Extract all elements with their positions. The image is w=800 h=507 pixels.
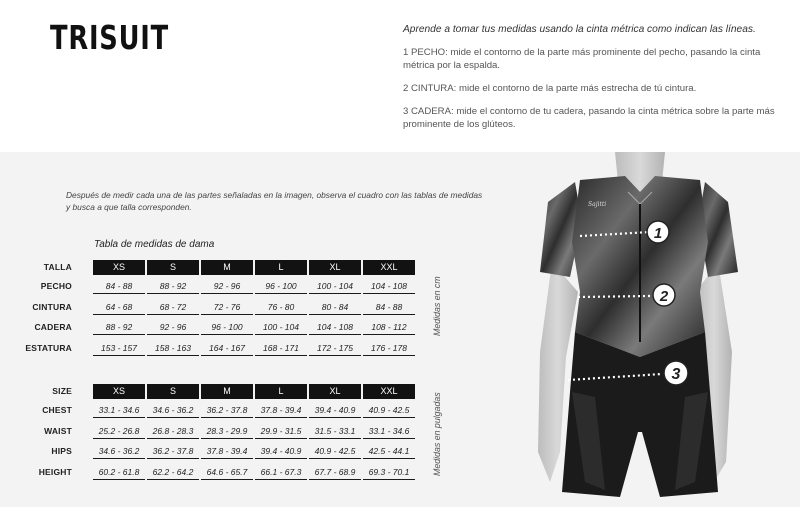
inch-table-size-header: XL	[309, 384, 361, 399]
cm-table-row-label: ESTATURA	[25, 343, 72, 353]
waist-measure-line	[578, 296, 650, 297]
inch-table-value-cell: 29.9 - 31.5	[255, 424, 307, 439]
inch-table-size-header: M	[201, 384, 253, 399]
table-title: Tabla de medidas de dama	[94, 239, 215, 250]
cm-table-value-cell: 100 - 104	[255, 320, 307, 335]
cm-table-value-cell: 72 - 76	[201, 300, 253, 315]
cm-table-row-label: CADERA	[34, 322, 72, 332]
cm-table-size-header: XL	[309, 260, 361, 275]
instruction-waist: 2 CINTURA: mide el contorno de la parte más estrecha de tú cintura.	[403, 83, 697, 94]
inch-table-row-label: HIPS	[51, 446, 72, 456]
brand-mark: Sajitti	[588, 201, 607, 208]
inch-table-size-header: XXL	[363, 384, 415, 399]
inch-table-header-label: SIZE	[52, 386, 72, 396]
page-title: TRISUIT	[50, 18, 169, 57]
cm-table-header-label: TALLA	[43, 262, 72, 272]
trisuit-figure	[500, 152, 800, 507]
marker-3	[664, 361, 688, 385]
cm-table-value-cell: 164 - 167	[201, 341, 253, 356]
inch-table-value-cell: 31.5 - 33.1	[309, 424, 361, 439]
cm-table-value-cell: 88 - 92	[93, 320, 145, 335]
cm-table-value-cell: 108 - 112	[363, 320, 415, 335]
inch-table-row-label: WAIST	[44, 426, 72, 436]
inch-table-value-cell: 39.4 - 40.9	[255, 444, 307, 459]
cm-table-value-cell: 64 - 68	[93, 300, 145, 315]
inch-table-value-cell: 64.6 - 65.7	[201, 465, 253, 480]
cm-table-size-header: XXL	[363, 260, 415, 275]
marker-2	[653, 284, 675, 306]
cm-table-value-cell: 96 - 100	[201, 320, 253, 335]
cm-table-value-cell: 68 - 72	[147, 300, 199, 315]
inch-table-size-header: S	[147, 384, 199, 399]
size-note: Después de medir cada una de las partes señaladas en la imagen, observa el cuadro con las tablas de medidas y busca a que talla corresponden.	[66, 190, 483, 212]
cm-table-size-header: M	[201, 260, 253, 275]
inch-table-value-cell: 60.2 - 61.8	[93, 465, 145, 480]
inch-table-value-cell: 40.9 - 42.5	[309, 444, 361, 459]
instruction-chest: 1 PECHO: mide el contorno de la parte más prominente del pecho, pasando la cinta métrica por la espalda.	[403, 47, 761, 71]
cm-table-value-cell: 84 - 88	[363, 300, 415, 315]
cm-table-value-cell: 176 - 178	[363, 341, 415, 356]
inch-table-value-cell: 26.8 - 28.3	[147, 424, 199, 439]
inch-table-value-cell: 66.1 - 67.3	[255, 465, 307, 480]
inch-table-value-cell: 39.4 - 40.9	[309, 403, 361, 418]
inch-table-value-cell: 37.8 - 39.4	[255, 403, 307, 418]
cm-table-value-cell: 153 - 157	[93, 341, 145, 356]
marker-2-label: 2	[659, 288, 669, 305]
inch-table-value-cell: 40.9 - 42.5	[363, 403, 415, 418]
inch-units-label: Medidas en pulgadas	[432, 392, 442, 476]
cm-table-value-cell: 104 - 108	[363, 279, 415, 294]
inch-table-value-cell: 34.6 - 36.2	[147, 403, 199, 418]
cm-table-size-header: L	[255, 260, 307, 275]
inch-table-row-label: HEIGHT	[38, 467, 72, 477]
cm-table-value-cell: 158 - 163	[147, 341, 199, 356]
cm-table-size-header: XS	[93, 260, 145, 275]
cm-table-value-cell: 96 - 100	[255, 279, 307, 294]
cm-table-value-cell: 172 - 175	[309, 341, 361, 356]
cm-table-value-cell: 168 - 171	[255, 341, 307, 356]
inch-table-value-cell: 62.2 - 64.2	[147, 465, 199, 480]
cm-table-value-cell: 88 - 92	[147, 279, 199, 294]
cm-table-value-cell: 92 - 96	[201, 279, 253, 294]
cm-table-value-cell: 104 - 108	[309, 320, 361, 335]
cm-table-value-cell: 100 - 104	[309, 279, 361, 294]
cm-table-row-label: CINTURA	[32, 302, 72, 312]
inch-table-size-header: XS	[93, 384, 145, 399]
cm-units-label: Medidas en cm	[432, 276, 442, 336]
cm-table-value-cell: 84 - 88	[93, 279, 145, 294]
inch-table-value-cell: 37.8 - 39.4	[201, 444, 253, 459]
marker-1-label: 1	[653, 225, 663, 242]
cm-table-size-header: S	[147, 260, 199, 275]
measurement-instructions	[403, 23, 783, 141]
cm-table-value-cell: 76 - 80	[255, 300, 307, 315]
cm-table-value-cell: 80 - 84	[309, 300, 361, 315]
inch-table-value-cell: 25.2 - 26.8	[93, 424, 145, 439]
inch-table-value-cell: 36.2 - 37.8	[147, 444, 199, 459]
inch-table-value-cell: 36.2 - 37.8	[201, 403, 253, 418]
inch-table-size-header: L	[255, 384, 307, 399]
marker-3-label: 3	[671, 366, 681, 383]
instructions-intro: Aprende a tomar tus medidas usando la cinta métrica como indican las líneas.	[403, 24, 756, 35]
inch-table-value-cell: 33.1 - 34.6	[93, 403, 145, 418]
inch-table-value-cell: 42.5 - 44.1	[363, 444, 415, 459]
inch-table-value-cell: 69.3 - 70.1	[363, 465, 415, 480]
cm-table-row-label: PECHO	[40, 281, 72, 291]
cm-table-value-cell: 92 - 96	[147, 320, 199, 335]
inch-table-row-label: CHEST	[42, 405, 72, 415]
inch-table-value-cell: 33.1 - 34.6	[363, 424, 415, 439]
instruction-hips: 3 CADERA: mide el contorno de tu cadera, pasando la cinta métrica sobre la parte más prominente de los glúteos.	[403, 106, 775, 130]
inch-table-value-cell: 34.6 - 36.2	[93, 444, 145, 459]
inch-table-value-cell: 67.7 - 68.9	[309, 465, 361, 480]
marker-1	[647, 221, 669, 243]
inch-table-value-cell: 28.3 - 29.9	[201, 424, 253, 439]
